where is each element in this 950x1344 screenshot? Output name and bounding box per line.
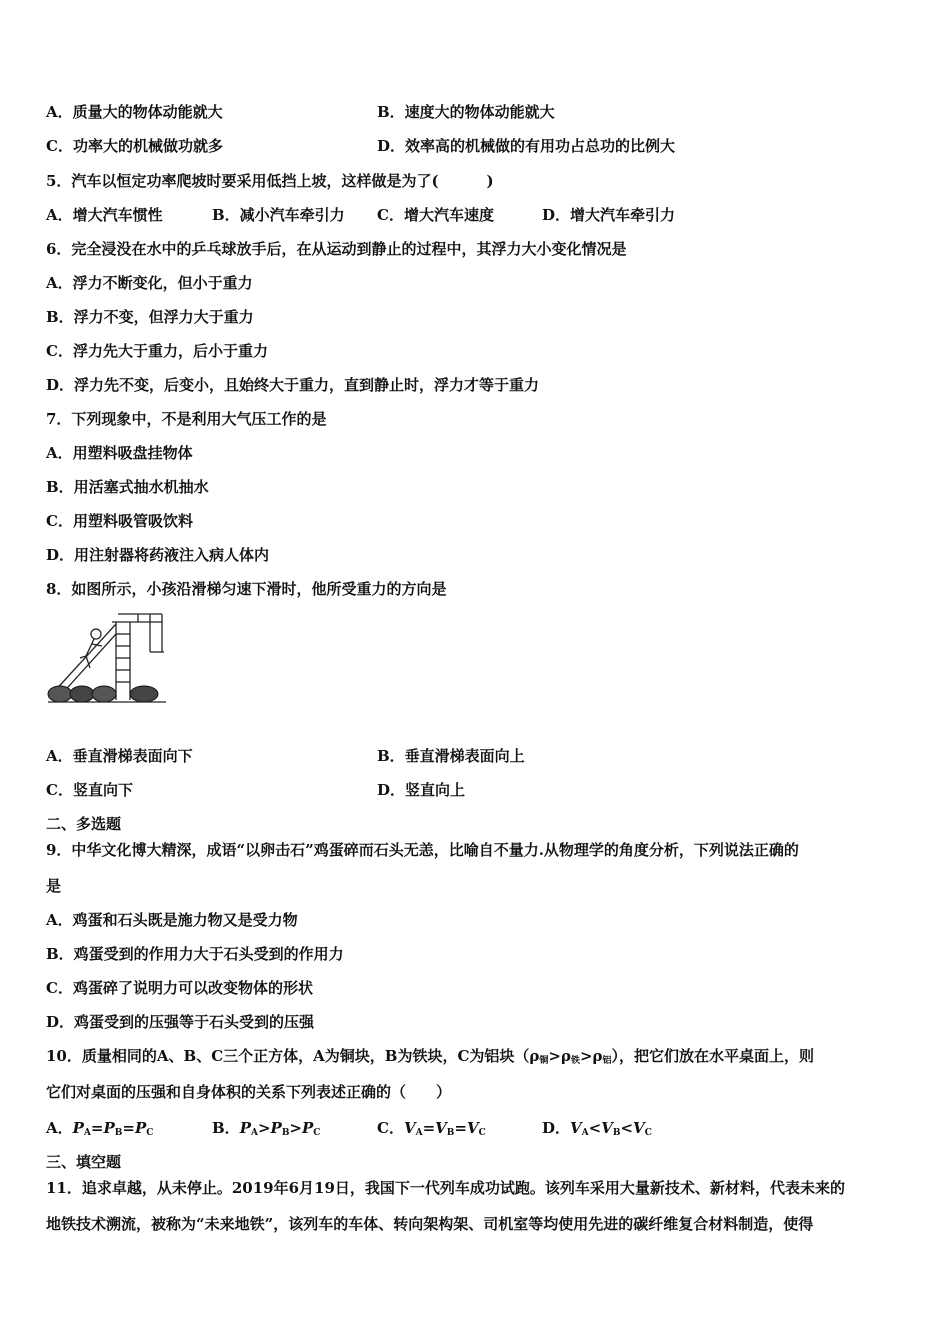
q10-option-a: A．$P_A=P_B=P_C$: [46, 1119, 154, 1138]
q10-stem-close: ），把它们放在水平桌面上，则: [611, 1047, 815, 1065]
q5-stem: [46, 171, 494, 191]
q10-stem-line2: 它们对桌面的压强和自身体积的关系下列表述正确的（ ）: [46, 1083, 452, 1101]
q5-option-c: C．增大汽车速度: [377, 206, 494, 224]
q6-option-c: C．浮力先大于重力，后小于重力: [46, 342, 268, 360]
q7-option-b: B．用活塞式抽水机抽水: [46, 478, 209, 496]
q10-option-b: B．$P_A>P_B>P_C$: [212, 1119, 321, 1138]
q5-stem-text: 5．汽车以恒定功率爬坡时要采用低挡上坡，这样做是为了(: [46, 172, 439, 190]
q5-option-d: D．增大汽车牵引力: [542, 206, 676, 224]
q10-stem-line1: 10．质量相同的A、B、C三个正方体，A为铜块，B为铁块，C为铝块$(\rho_铜>\rho_铁>\rho_铝)$，把它们放在水平桌面上，则: [46, 1047, 815, 1066]
q6-option-d: D．浮力先不变，后变小，且始终大于重力，直到静止时，浮力才等于重力: [46, 376, 540, 394]
q6-option-a: A．浮力不断变化，但小于重力: [46, 274, 253, 292]
q6-option-b: B．浮力不变，但浮力大于重力: [46, 308, 254, 326]
slide-figure: [46, 612, 166, 704]
q9-option-d: D．鸡蛋受到的压强等于石头受到的压强: [46, 1013, 315, 1031]
section-heading-multiple-choice: 二、多选题: [46, 815, 122, 833]
q8-option-a: A．垂直滑梯表面向下: [46, 747, 193, 765]
q7-option-d: D．用注射器将药液注入病人体内: [46, 546, 270, 564]
q4-option-c: C．功率大的机械做功就多: [46, 137, 223, 155]
q9-option-c: C．鸡蛋碎了说明力可以改变物体的形状: [46, 979, 313, 997]
q8-option-d: D．竖直向上: [377, 781, 466, 799]
q4-option-b: B．速度大的物体动能就大: [377, 103, 555, 121]
q9-stem-line2: 是: [46, 877, 62, 895]
q9-option-b: B．鸡蛋受到的作用力大于石头受到的作用力: [46, 945, 344, 963]
q5-option-a: A．增大汽车惯性: [46, 206, 163, 224]
q9-option-a: A．鸡蛋和石头既是施力物又是受力物: [46, 911, 298, 929]
q4-option-a: A．质量大的物体动能就大: [46, 103, 223, 121]
q7-option-c: C．用塑料吸管吸饮料: [46, 512, 193, 530]
q10-option-c: C．$V_A=V_B=V_C$: [377, 1119, 486, 1138]
q6-stem: 6．完全浸没在水中的乒乓球放手后，在从运动到静止的过程中，其浮力大小变化情况是: [46, 240, 627, 258]
q5-option-b: B．减小汽车牵引力: [212, 206, 345, 224]
q11-line1: 11．追求卓越，从未停止。2019年6月19日，我国下一代列车成功试跑。该列车采用大量新技术、新材料，代表未来的: [46, 1179, 845, 1197]
q8-stem: 8．如图所示，小孩沿滑梯匀速下滑时，他所受重力的方向是: [46, 580, 447, 598]
q10-stem-text: 10．质量相同的A、B、C三个正方体，A为铜块，B为铁块，C为铝块（: [46, 1047, 530, 1065]
q9-stem-line1: 9．中华文化博大精深，成语“以卵击石”鸡蛋碎而石头无恙，比喻自不量力.从物理学的角度分析，下列说法正确的: [46, 841, 799, 859]
q7-option-a: A．用塑料吸盘挂物体: [46, 444, 193, 462]
q10-option-d: D．$V_A<V_B<V_C$: [542, 1119, 652, 1138]
q8-option-b: B．垂直滑梯表面向上: [377, 747, 525, 765]
q5-stem-close: ): [486, 172, 494, 190]
q4-option-d: D．效率高的机械做的有用功占总功的比例大: [377, 137, 676, 155]
q7-stem: 7．下列现象中，不是利用大气压工作的是: [46, 410, 327, 428]
q11-line2: 地铁技术溯流，被称为“未来地铁”，该列车的车体、转向架构架、司机室等均使用先进的碳纤维复合材料制造，使得: [46, 1215, 814, 1233]
section-heading-fill-in: 三、填空题: [46, 1153, 122, 1171]
q8-option-c: C．竖直向下: [46, 781, 133, 799]
